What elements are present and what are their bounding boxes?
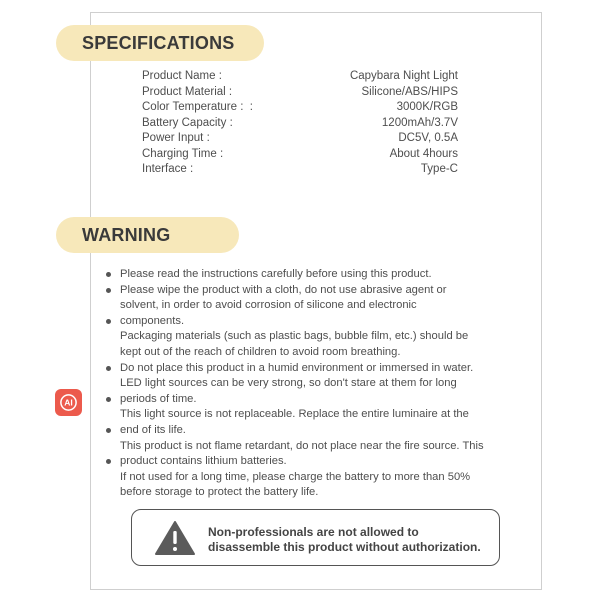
spec-row bbox=[142, 147, 458, 163]
spec-label: Charging Time : bbox=[142, 147, 224, 160]
warning-line: solvent, in order to avoid corrosion of silicone and electronic bbox=[120, 299, 417, 312]
spec-label: Product Material : bbox=[142, 85, 233, 98]
notice-line-1: Non-professionals are not allowed to bbox=[208, 525, 419, 539]
specifications-heading-text: SPECIFICATIONS bbox=[82, 32, 235, 53]
warning-line: periods of time. bbox=[106, 392, 522, 408]
specifications-table bbox=[142, 69, 458, 178]
spec-value: Capybara Night Light bbox=[349, 70, 458, 82]
warning-line: end of its life. bbox=[106, 423, 522, 439]
warning-line: This light source is not replaceable. Replace the entire luminaire at the bbox=[120, 408, 469, 421]
warning-line: Please wipe the product with a cloth, do not use abrasive agent or bbox=[106, 283, 522, 299]
spec-label: Product Name : bbox=[142, 70, 222, 82]
bullet-icon bbox=[106, 366, 111, 371]
warning-line: This product is not flame retardant, do not place near the fire source. This bbox=[120, 439, 484, 452]
warning-line: Packaging materials (such as plastic bags, bubble film, etc.) should be bbox=[120, 330, 469, 343]
warning-line: product contains lithium batteries. bbox=[106, 454, 522, 470]
spec-value: DC5V, 0.5A bbox=[398, 132, 458, 144]
warning-line: kept out of the reach of children to avoid room breathing. bbox=[120, 345, 401, 358]
bullet-icon bbox=[106, 288, 111, 293]
bullet-icon bbox=[106, 428, 111, 433]
spec-row bbox=[142, 162, 458, 178]
bullet-icon bbox=[106, 397, 111, 402]
bullet-icon bbox=[106, 459, 111, 464]
warning-heading-text: WARNING bbox=[82, 224, 171, 245]
warning-line: before storage to protect the battery life. bbox=[120, 486, 319, 499]
spec-label: Battery Capacity : bbox=[142, 116, 233, 129]
spec-value: Type-C bbox=[420, 163, 458, 175]
bullet-icon bbox=[106, 272, 111, 277]
spec-label: Color Temperature : : bbox=[142, 101, 254, 113]
spec-label: Interface : bbox=[142, 163, 194, 175]
spec-row bbox=[142, 116, 458, 132]
spec-row bbox=[142, 69, 458, 85]
specifications-heading bbox=[56, 25, 264, 61]
ai-icon bbox=[59, 393, 78, 412]
spec-row bbox=[142, 85, 458, 101]
warning-line: Please read the instructions carefully before using this product. bbox=[106, 267, 522, 283]
warning-list bbox=[106, 267, 522, 501]
warning-line: Do not place this product in a humid environment or immersed in water. bbox=[106, 361, 522, 377]
warning-line: If not used for a long time, please charge the battery to more than 50% bbox=[120, 470, 471, 483]
svg-text:AI: AI bbox=[64, 397, 73, 408]
warning-line: components. bbox=[106, 314, 522, 330]
warning-line: LED light sources can be very strong, so don't stare at them for long bbox=[120, 377, 457, 390]
warning-triangle-icon bbox=[154, 520, 196, 556]
spec-value: 3000K/RGB bbox=[396, 101, 458, 113]
spec-value: 1200mAh/3.7V bbox=[381, 116, 458, 129]
spec-value: About 4hours bbox=[389, 147, 458, 160]
notice-box bbox=[131, 509, 500, 566]
ai-badge[interactable] bbox=[55, 389, 82, 416]
notice-line-2: disassemble this product without authorization. bbox=[208, 540, 481, 554]
warning-heading bbox=[56, 217, 239, 253]
spec-value: Silicone/ABS/HIPS bbox=[361, 85, 458, 98]
spec-row bbox=[142, 131, 458, 147]
spec-label: Power Input : bbox=[142, 132, 210, 144]
spec-row bbox=[142, 100, 458, 116]
bullet-icon bbox=[106, 319, 111, 324]
notice-text bbox=[208, 525, 481, 555]
